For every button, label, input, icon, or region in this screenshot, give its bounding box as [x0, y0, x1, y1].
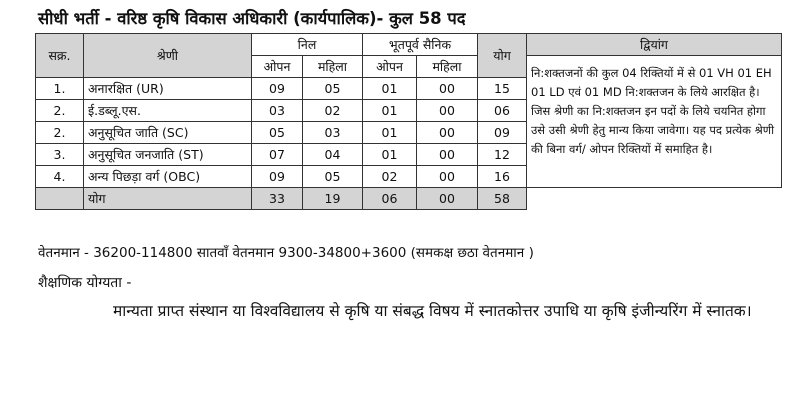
- cell-ex-open: 02: [363, 166, 417, 188]
- table-total-row: [36, 188, 782, 210]
- cell-serial: 2.: [36, 122, 84, 144]
- cell-total: 15: [478, 78, 527, 100]
- salary-line: वेतनमान - 36200-114800 सातवाँ वेतनमान 9300-34800+3600 (समकक्ष छठा वेतनमान ): [38, 245, 534, 261]
- col-header-nil-open: ओपन: [252, 56, 303, 78]
- cell-nil-open: 07: [252, 144, 303, 166]
- cell-nil-female: 05: [303, 166, 363, 188]
- col-header-category: श्रेणी: [84, 34, 252, 78]
- cell-total: 58: [478, 188, 527, 210]
- cell-ex-open: 01: [363, 78, 417, 100]
- cell-nil-open: 33: [252, 188, 303, 210]
- cell-ex-female: 00: [417, 144, 478, 166]
- cell-ex-open: 01: [363, 100, 417, 122]
- col-header-remarks: द्वियांग: [527, 34, 782, 56]
- cell-ex-open: 01: [363, 122, 417, 144]
- col-header-total: योग: [478, 34, 527, 78]
- cell-category: ई.डब्लू.एस.: [84, 100, 252, 122]
- cell-ex-female: 00: [417, 122, 478, 144]
- cell-nil-female: 03: [303, 122, 363, 144]
- cell-nil-open: 05: [252, 122, 303, 144]
- col-header-ex-serviceman: भूतपूर्व सैनिक: [363, 34, 478, 56]
- remarks-cell: नि:शक्तजनों की कुल 04 रिक्तियों में से 01 VH 01 EH 01 LD एवं 01 MD नि:शक्तजन के लिये आरक्षित है। जिस श्रेणी का नि:शक्तजन इन पदों के लिये चयनित होगा उसे उसी श्रेणी हेतु मान्य किया जावेगा। यह पद प्रत्येक श्रेणी की बिना वर्ग/ ओपन रिक्तियों में समाहित है।: [527, 56, 782, 188]
- cell-nil-female: 05: [303, 78, 363, 100]
- qualification-heading: शैक्षणिक योग्यता -: [38, 275, 132, 291]
- cell-serial-empty: [36, 188, 84, 210]
- cell-nil-female: 19: [303, 188, 363, 210]
- cell-category: अनुसूचित जाति (SC): [84, 122, 252, 144]
- qualification-text: मान्यता प्राप्त संस्थान या विश्वविद्यालय से कृषि या संबद्ध विषय में स्नातकोत्तर उपाधि या कृषि इंजीन्यरिंग में स्नातक।: [113, 302, 752, 320]
- cell-nil-open: 09: [252, 78, 303, 100]
- cell-nil-open: 03: [252, 100, 303, 122]
- col-header-nil: निल: [252, 34, 363, 56]
- cell-nil-female: 02: [303, 100, 363, 122]
- cell-serial: 3.: [36, 144, 84, 166]
- col-header-nil-female: महिला: [303, 56, 363, 78]
- vacancy-table: [35, 33, 782, 210]
- cell-ex-open: 06: [363, 188, 417, 210]
- cell-ex-female: 00: [417, 100, 478, 122]
- cell-serial: 4.: [36, 166, 84, 188]
- cell-ex-female: 00: [417, 166, 478, 188]
- cell-category: अन्य पिछड़ा वर्ग (OBC): [84, 166, 252, 188]
- cell-total: 09: [478, 122, 527, 144]
- cell-ex-female: 00: [417, 188, 478, 210]
- cell-ex-open: 01: [363, 144, 417, 166]
- cell-serial: 1.: [36, 78, 84, 100]
- table-header-row: [36, 34, 782, 56]
- cell-ex-female: 00: [417, 78, 478, 100]
- cell-category: अनुसूचित जनजाति (ST): [84, 144, 252, 166]
- cell-total-label: योग: [84, 188, 252, 210]
- cell-total: 16: [478, 166, 527, 188]
- cell-category: अनारक्षित (UR): [84, 78, 252, 100]
- cell-nil-female: 04: [303, 144, 363, 166]
- cell-total: 06: [478, 100, 527, 122]
- col-header-ex-female: महिला: [417, 56, 478, 78]
- col-header-ex-open: ओपन: [363, 56, 417, 78]
- col-header-serial: सक्र.: [36, 34, 84, 78]
- page-title: सीधी भर्ती - वरिष्ठ कृषि विकास अधिकारी (कार्यपालिक)- कुल 58 पद: [38, 9, 466, 28]
- cell-nil-open: 09: [252, 166, 303, 188]
- cell-total: 12: [478, 144, 527, 166]
- cell-serial: 2.: [36, 100, 84, 122]
